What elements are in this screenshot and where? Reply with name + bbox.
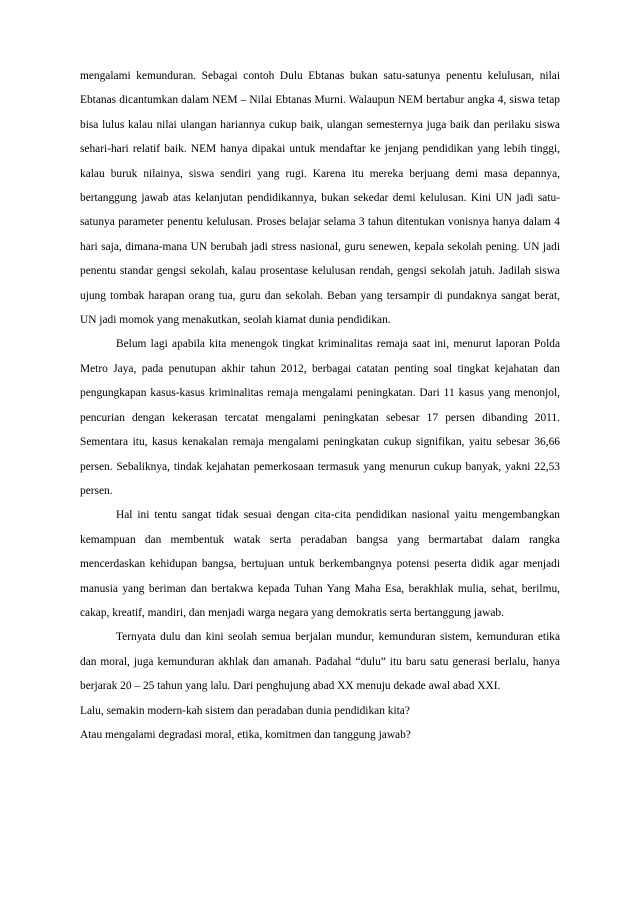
paragraph-2: Belum lagi apabila kita menengok tingkat kriminalitas remaja saat ini, menurut laporan Polda Metro Jaya, pada penutupan akhir tahun 2012, berbagai catatan penting soal tingkat kejahatan dan pengungkapan kasus-kasus kriminalitas remaja mengalami peningkatan. Dari 11 kasus yang menonjol, pencurian dengan kekerasan tercatat mengalami peningkatan sebesar 17 persen dibanding 2011. Sementara itu, kasus kenakalan remaja mengalami peningkatan cukup signifikan, yaitu sebesar 36,66 persen. Sebaliknya, tindak kejahatan pemerkosaan termasuk yang menurun cukup banyak, yakni 22,53 persen.: [80, 338, 560, 497]
paragraph-4: Ternyata dulu dan kini seolah semua berjalan mundur, kemunduran sistem, kemunduran etika dan moral, juga kemunduran akhlak dan amanah. Padahal “dulu” itu baru satu generasi berlalu, hanya berjarak 20 – 25 tahun yang lalu. Dari penghujung abad XX menuju dekade awal abad XXI.: [80, 631, 560, 693]
document-page: [80, 64, 560, 747]
paragraph-3: Hal ini tentu sangat tidak sesuai dengan cita-cita pendidikan nasional yaitu mengembangkan kemampuan dan membentuk watak serta peradaban bangsa yang bermartabat dalam rangka mencerdaskan kehidupan bangsa, bertujuan untuk berkembangnya potensi peserta didik agar menjadi manusia yang beriman dan bertakwa kepada Tuhan Yang Maha Esa, berakhlak mulia, sehat, berilmu, cakap, kreatif, mandiri, dan menjadi warga negara yang demokratis serta bertanggung jawab.: [80, 509, 560, 619]
closing-question-2: Atau mengalami degradasi moral, etika, komitmen dan tanggung jawab?: [80, 728, 411, 741]
closing-question-1: Lalu, semakin modern-kah sistem dan peradaban dunia pendidikan kita?: [80, 704, 410, 717]
paragraph-1: mengalami kemunduran. Sebagai contoh Dulu Ebtanas bukan satu-satunya penentu kelulusan, nilai Ebtanas dicantumkan dalam NEM – Nilai Ebtanas Murni. Walaupun NEM bertabur angka 4, siswa tetap bisa lulus kalau nilai ulangan hariannya cukup baik, ulangan semesternya juga baik dan perilaku siswa sehari-hari relatif baik. NEM hanya dipakai untuk mendaftar ke jenjang pendidikan yang lebih tinggi, kalau buruk nilainya, siswa sendiri yang rugi. Karena itu mereka berjuang demi masa depannya, bertanggung jawab atas kelanjutan pendidikannya, bukan sekedar demi kelulusan. Kini UN jadi satu-satunya parameter penentu kelulusan. Proses belajar selama 3 tahun ditentukan vonisnya hanya dalam 4 hari saja, dimana-mana UN berubah jadi stress nasional, guru senewen, kepala sekolah pening. UN jadi penentu standar gengsi sekolah, kalau prosentase kelulusan rendah, gengsi sekolah jatuh. Jadilah siswa ujung tombak harapan orang tua, guru dan sekolah. Beban yang tersampir di pundaknya sangat berat, UN jadi momok yang menakutkan, seolah kiamat dunia pendidikan.: [80, 70, 560, 327]
